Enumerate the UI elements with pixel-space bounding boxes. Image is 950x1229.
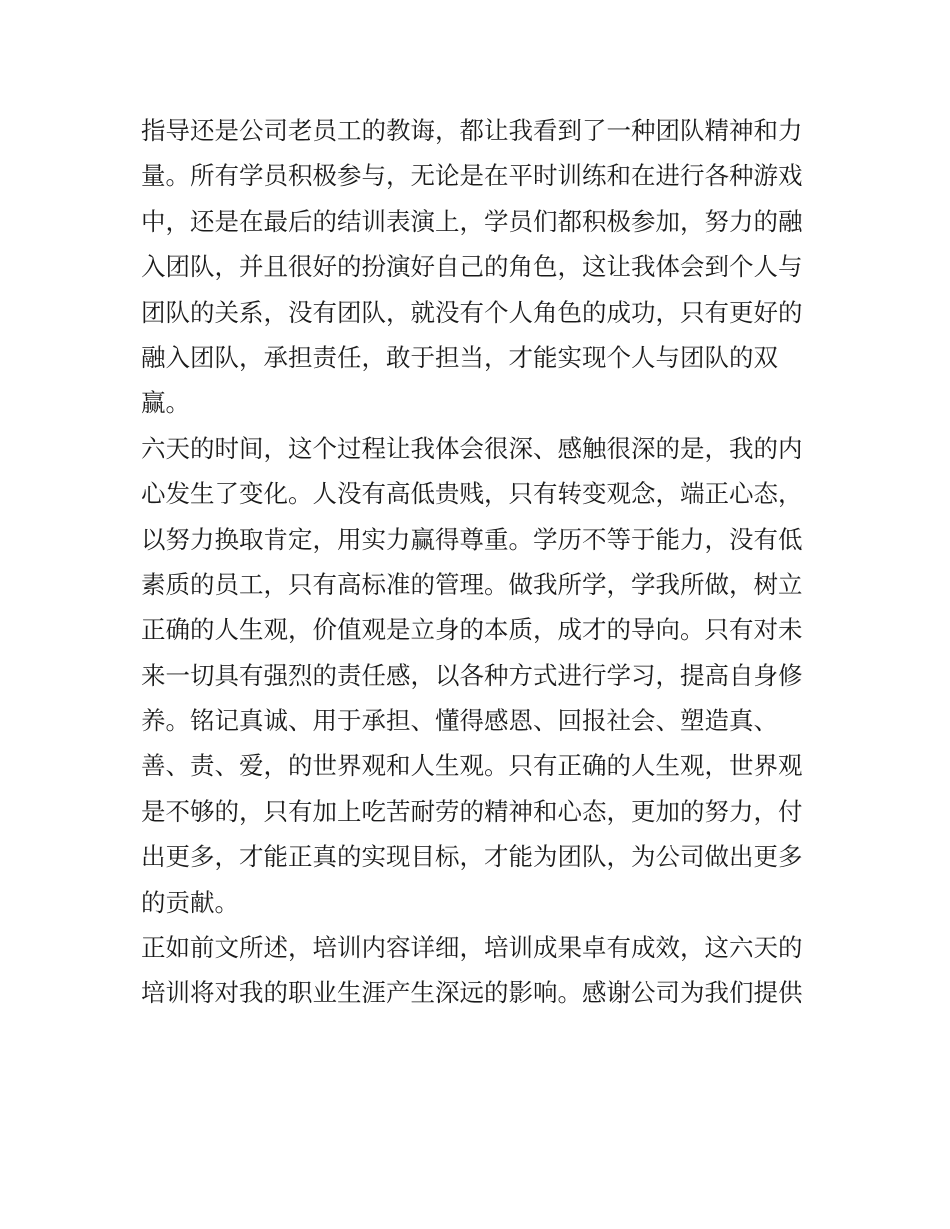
text-line: 心发生了变化。人没有高低贵贱，只有转变观念，端正心态， xyxy=(141,479,803,509)
text-line: 正如前文所述，培训内容详细，培训成果卓有成效，这六天的 xyxy=(141,933,803,963)
text-line: 善、责、爱，的世界观和人生观。只有正确的人生观，世界观 xyxy=(141,751,803,781)
text-line: 正确的人生观，价值观是立身的本质，成才的导向。只有对未 xyxy=(141,615,803,645)
text-line: 团队的关系，没有团队，就没有个人角色的成功，只有更好的 xyxy=(141,297,803,327)
text-line: 来一切具有强烈的责任感，以各种方式进行学习，提高自身修 xyxy=(141,660,803,690)
text-line: 指导还是公司老员工的教诲，都让我看到了一种团队精神和力 xyxy=(141,116,803,145)
text-line: 六天的时间，这个过程让我体会很深、感触很深的是，我的内 xyxy=(141,433,803,463)
text-line: 素质的员工，只有高标准的管理。做我所学，学我所做，树立 xyxy=(141,569,803,599)
text-line: 中，还是在最后的结训表演上，学员们都积极参加，努力的融 xyxy=(141,206,803,236)
text-line: 是不够的，只有加上吃苦耐劳的精神和心态，更加的努力，付 xyxy=(141,796,803,826)
document-body xyxy=(141,108,821,1016)
text-line: 量。所有学员积极参与，无论是在平时训练和在进行各种游戏 xyxy=(141,161,803,191)
text-line: 养。铭记真诚、用于承担、懂得感恩、回报社会、塑造真、 xyxy=(141,706,778,736)
text-line: 入团队，并且很好的扮演好自己的角色，这让我体会到个人与 xyxy=(141,252,803,282)
text-line: 培训将对我的职业生涯产生深远的影响。感谢公司为我们提供 xyxy=(141,978,803,1008)
text-line: 赢。 xyxy=(141,388,190,418)
text-line: 融入团队，承担责任，敢于担当，才能实现个人与团队的双 xyxy=(141,342,778,372)
text-line: 以努力换取肯定，用实力赢得尊重。学历不等于能力，没有低 xyxy=(141,524,803,554)
text-line: 的贡献。 xyxy=(141,887,239,917)
text-line: 出更多，才能正真的实现目标，才能为团队，为公司做出更多 xyxy=(141,842,803,872)
